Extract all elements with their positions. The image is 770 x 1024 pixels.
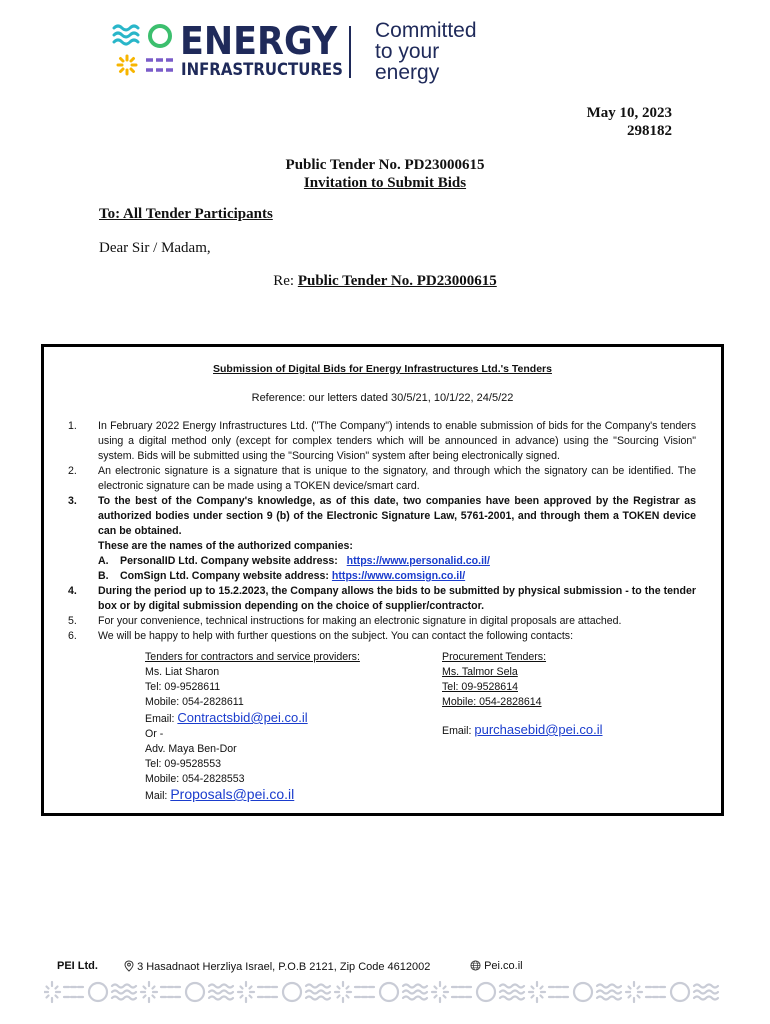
authorized-company-a bbox=[98, 555, 490, 567]
item-text: We will be happy to help with further questions on the subject. You can contact the following contacts: bbox=[98, 630, 574, 642]
item-number: 4. bbox=[68, 585, 77, 597]
energy-logo-mark-icon bbox=[112, 22, 176, 80]
addressee: To: All Tender Participants bbox=[99, 206, 273, 222]
contact-mobile: Mobile: 054-2828553 bbox=[145, 773, 245, 785]
notice-reference: Reference: our letters dated 30/5/21, 10/1/22, 24/5/22 bbox=[251, 392, 514, 404]
location-pin-icon bbox=[124, 960, 134, 972]
email-label: Email: bbox=[145, 713, 175, 725]
logo-divider bbox=[349, 26, 351, 78]
list-item bbox=[68, 494, 696, 584]
contractsbid-email-link[interactable]: Contractsbid@pei.co.il bbox=[177, 710, 308, 725]
item-text: An electronic signature is a signature that is unique to the signatory, and through which the signatory can be identified. The electronic signature can be made using a TOKEN device/smart card. bbox=[98, 465, 696, 492]
address-text: 3 Hasadnaot Herzliya Israel, P.O.B 2121, Zip Code 4612002 bbox=[137, 961, 431, 973]
procurement-heading: Procurement Tenders: bbox=[442, 651, 547, 663]
contact-mobile: Mobile: 054-2828614 bbox=[442, 696, 542, 708]
tender-subtitle: Invitation to Submit Bids bbox=[303, 175, 467, 191]
list-item bbox=[68, 614, 696, 629]
item-number: 2. bbox=[68, 465, 77, 477]
date-block bbox=[587, 104, 672, 140]
personalid-link[interactable]: https://www.personalid.co.il/ bbox=[346, 555, 490, 567]
list-item bbox=[68, 629, 696, 644]
item-text: For your convenience, technical instructions for making an electronic signature in digital proposals are attached. bbox=[98, 615, 622, 627]
contact-name: Adv. Maya Ben-Dor bbox=[145, 743, 237, 755]
letter-date: May 10, 2023 bbox=[586, 105, 672, 121]
contact-mail-row bbox=[145, 787, 425, 804]
tagline-line-3: energy bbox=[375, 61, 440, 84]
contact-name: Ms. Talmor Sela bbox=[442, 666, 518, 678]
logo-subtitle: INFRASTRUCTURES bbox=[181, 60, 343, 80]
comsign-link[interactable]: https://www.comsign.co.il/ bbox=[331, 570, 466, 582]
item-text bbox=[98, 494, 696, 584]
list-item bbox=[68, 464, 696, 494]
contractors-contacts bbox=[145, 650, 425, 804]
contact-tel: Tel: 09-9528611 bbox=[145, 681, 221, 693]
subject-prefix: Re: bbox=[273, 273, 295, 289]
authorized-companies-heading: These are the names of the authorized companies: bbox=[98, 540, 353, 552]
item-number: 6. bbox=[68, 630, 77, 642]
notice-title: Submission of Digital Bids for Energy Infrastructures Ltd.'s Tenders bbox=[213, 363, 552, 375]
contact-name: Ms. Liat Sharon bbox=[145, 666, 220, 678]
purchasebid-email-link[interactable]: purchasebid@pei.co.il bbox=[474, 722, 603, 737]
item-text: During the period up to 15.2.2023, the Company allows the bids to be submitted by physical submission - to the tender box or by digital submission depending on the choice of supplier/contractor. bbox=[98, 585, 696, 612]
digital-bids-notice bbox=[41, 344, 724, 816]
footer-decorative-pattern-icon bbox=[44, 980, 724, 1004]
logo-tagline bbox=[375, 20, 477, 83]
website-text: Pei.co.il bbox=[484, 960, 523, 972]
notice-items bbox=[68, 419, 696, 644]
contractors-heading: Tenders for contractors and service providers: bbox=[145, 651, 360, 663]
contact-tel: Tel: 09-9528553 bbox=[145, 758, 221, 770]
company-logo bbox=[112, 20, 512, 84]
footer-address bbox=[124, 960, 430, 973]
subject-line bbox=[0, 273, 770, 290]
company-a-text: PersonalID Ltd. Company website address: bbox=[120, 555, 338, 567]
logo-wordmark: ENERGY bbox=[180, 19, 338, 63]
tagline-line-1: Committed bbox=[375, 19, 477, 42]
contact-email-row bbox=[442, 722, 662, 739]
item-text: In February 2022 Energy Infrastructures Ltd. ("The Company") intends to enable submission of bids for the Company's tenders using a digital method only (except for complex tenders which will be announced in advance) using the "Sourcing Vision" system. Bids will be submitted using the "Sourcing Vision" system after being electronically signed. bbox=[98, 420, 696, 462]
tender-heading bbox=[0, 156, 770, 192]
item-number: 1. bbox=[68, 420, 77, 432]
item-number: 3. bbox=[68, 495, 77, 507]
tagline-line-2: to your bbox=[375, 40, 440, 63]
greeting: Dear Sir / Madam, bbox=[99, 240, 211, 256]
email-label: Email: bbox=[442, 725, 472, 737]
procurement-contacts bbox=[442, 650, 662, 739]
company-b-text: ComSign Ltd. Company website address: bbox=[120, 570, 329, 582]
item-3-text: To the best of the Company's knowledge, as of this date, two companies have been approved by the Registrar as authorized bodies under section 9 (b) of the Electronic Signature Law, 5761-2001, and through them a TOKEN device can be obtained. bbox=[98, 495, 696, 537]
globe-icon bbox=[470, 960, 481, 971]
mail-label: Mail: bbox=[145, 790, 168, 802]
footer-company: PEI Ltd. bbox=[57, 960, 98, 972]
footer-website bbox=[470, 960, 523, 972]
contact-mobile: Mobile: 054-2828611 bbox=[145, 696, 244, 708]
list-item bbox=[68, 419, 696, 464]
contact-email-row bbox=[145, 710, 425, 727]
item-number: 5. bbox=[68, 615, 77, 627]
authorized-company-b bbox=[98, 570, 465, 582]
contact-tel: Tel: 09-9528614 bbox=[442, 681, 518, 693]
letter-reference: 298182 bbox=[627, 123, 672, 139]
subject-text: Public Tender No. PD23000615 bbox=[297, 273, 497, 289]
proposals-email-link[interactable]: Proposals@pei.co.il bbox=[170, 786, 295, 802]
or-separator: Or - bbox=[145, 728, 164, 740]
company-a-label: A. bbox=[98, 555, 109, 567]
tender-title: Public Tender No. PD23000615 bbox=[285, 157, 485, 173]
company-b-label: B. bbox=[98, 570, 109, 582]
list-item bbox=[68, 584, 696, 614]
